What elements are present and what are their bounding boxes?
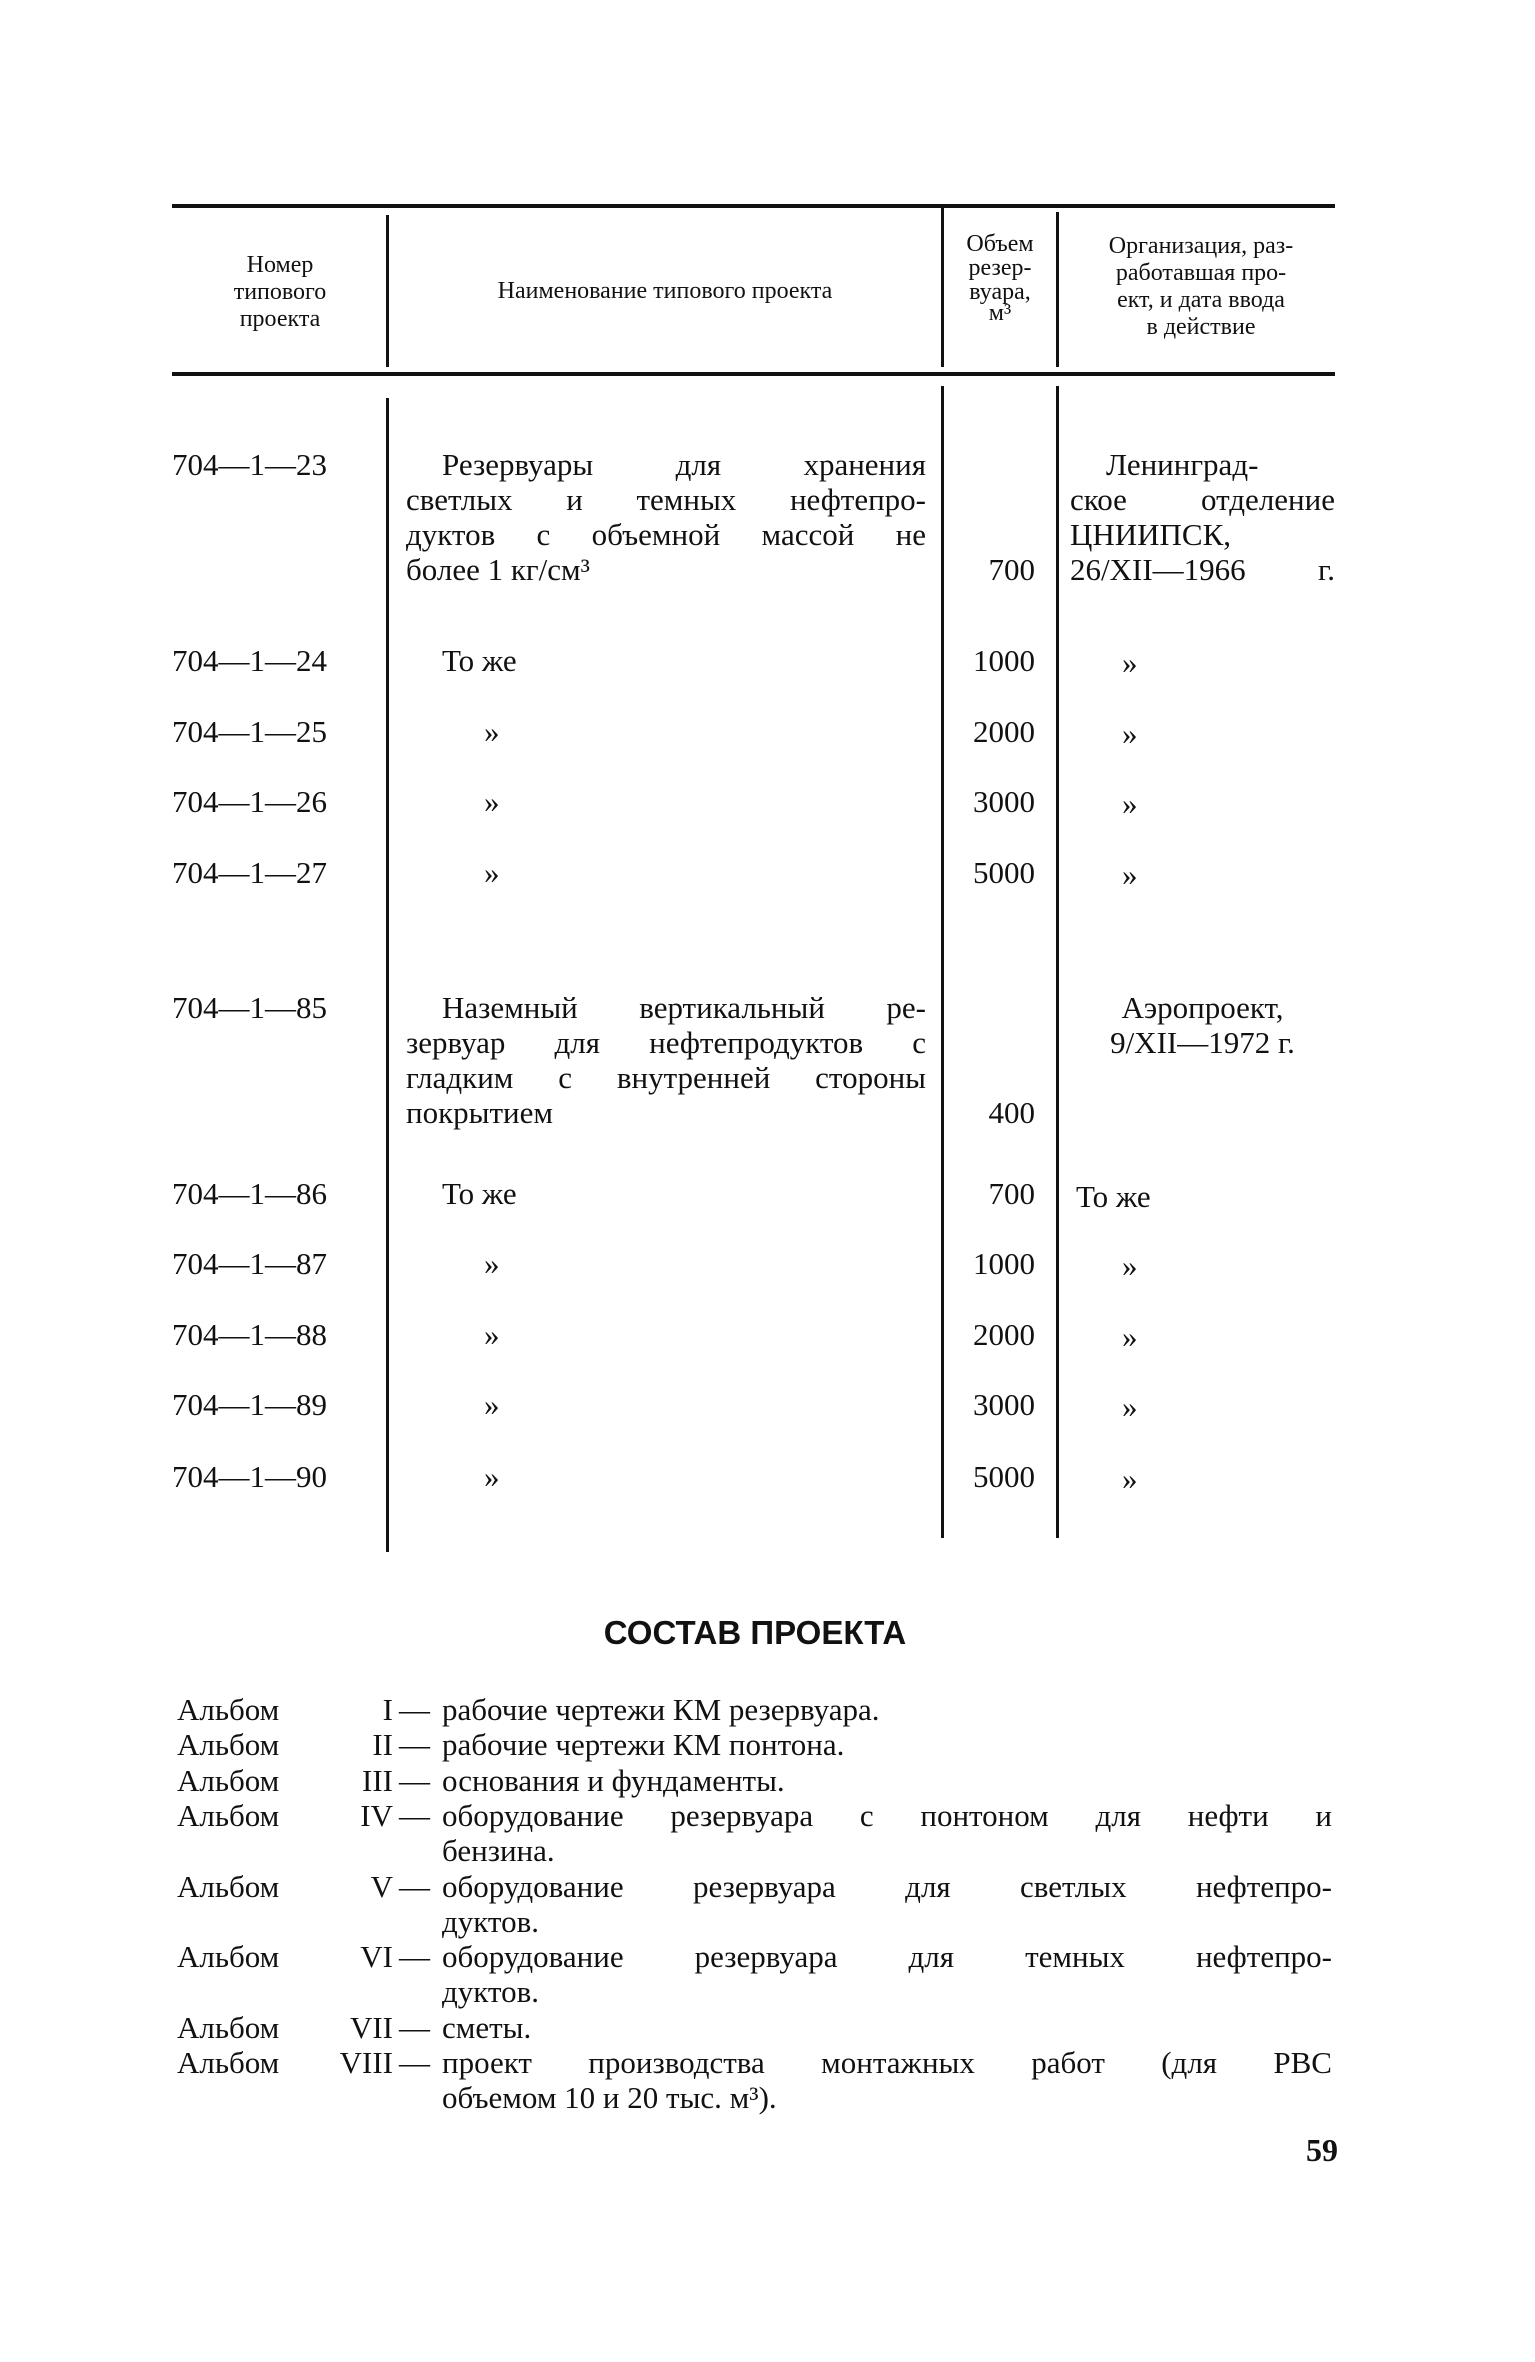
name-line: покрытием [406,1095,553,1130]
album-numeral: II [372,1727,393,1763]
album-numeral: I [382,1692,393,1727]
header-line: в действие [1146,314,1256,340]
organization: » [1122,645,1138,680]
album-word: Альбом [177,1762,280,1798]
table-top-rule [172,204,1335,208]
header-column-divider [1056,212,1059,367]
album-word: Альбом [177,1797,280,1833]
organization: То же [1076,1179,1151,1214]
project-name: » [484,714,500,749]
organization [1070,990,1335,1060]
name-line: дуктов с объемной массой не [406,517,926,552]
album-numeral: III [362,1762,393,1798]
album-numeral: VII [349,2009,393,2045]
org-line: ЦНИИПСК, [1070,517,1232,552]
project-number: 704—1—89 [172,1387,327,1422]
album-description-line: оборудование резервуара с понтоном для нефти и [442,1797,1332,1833]
header-number [180,252,380,333]
project-number: 704—1—27 [172,855,327,890]
organization: » [1122,1319,1138,1354]
project-number: 704—1—85 [172,990,327,1025]
album-description [442,1798,1332,1868]
album-word: Альбом [177,2009,280,2045]
org-line: Ленинград- [1106,447,1259,482]
header-line: Организация, раз- [1108,233,1294,259]
album-description-line: оборудование резервуара для темных нефтепро- [442,1939,1332,1975]
album-dash: — [399,2009,430,2045]
volume: 3000 [973,784,1035,819]
project-name: То же [442,1176,517,1211]
album-description [442,1869,1332,1939]
name-line: более 1 кг/см³ [406,552,590,587]
album-dash: — [399,1762,430,1798]
album-description [442,2045,1332,2115]
org-line: 26/XII—1966 г. [1070,552,1335,587]
project-name: То же [442,643,517,678]
album-dash: — [399,1727,430,1763]
album-description-line: рабочие чертежи КМ понтона. [442,1727,845,1763]
project-name: » [484,1317,500,1352]
volume: 700 [988,552,1035,587]
album-description-line: дуктов. [442,1903,539,1939]
body-column-divider [941,386,944,1538]
volume: 700 [988,1176,1035,1211]
header-line: вуара, [969,279,1031,305]
page-number: 59 [1306,2132,1338,2168]
project-name [406,447,926,587]
volume: 1000 [973,1246,1035,1281]
volume: 1000 [973,643,1035,678]
header-name: Наименование типового проекта [497,278,833,304]
project-number: 704—1—90 [172,1459,327,1494]
album-description [442,2010,1332,2045]
name-line: Наземный вертикальный ре- [442,990,926,1025]
organization [1070,447,1335,587]
name-line: гладким с внутренней стороны [406,1060,926,1095]
org-line: ское отделение [1070,482,1335,517]
organization: » [1122,716,1138,751]
organization: » [1122,1248,1138,1283]
album-dash: — [399,1797,430,1833]
album-numeral: V [370,1868,393,1904]
album-word: Альбом [177,1692,280,1727]
album-numeral: VIII [339,2045,393,2080]
album-word: Альбом [177,2045,280,2080]
album-description [442,1763,1332,1798]
album-description [442,1692,1332,1727]
album-word: Альбом [177,1727,280,1763]
album-description [442,1939,1332,2009]
header-line: работавшая про- [1115,260,1287,286]
volume: 5000 [973,855,1035,890]
project-number: 704—1—87 [172,1246,327,1281]
project-number: 704—1—23 [172,447,327,482]
project-number: 704—1—25 [172,714,327,749]
album-numeral: IV [360,1797,393,1833]
album-dash: — [399,2045,430,2080]
album-word: Альбом [177,1868,280,1904]
album-description-line: объемом 10 и 20 тыс. м³). [442,2080,777,2115]
header-line: резер- [968,255,1032,281]
header-column-divider [386,215,389,367]
project-name [406,990,926,1130]
album-description-line: проект производства монтажных работ (для РВС [442,2045,1332,2080]
project-name: » [484,784,500,819]
body-column-divider [1056,386,1059,1538]
album-dash: — [399,1939,430,1975]
album-numeral: VI [360,1939,393,1975]
section-title: СОСТАВ ПРОЕКТА [603,1614,907,1651]
header-line: Номер [246,252,314,278]
album-description-line: сметы. [442,2009,532,2045]
album-description-line: основания и фундаменты. [442,1762,785,1798]
name-line: Резервуары для хранения [442,447,926,482]
album-description-line: дуктов. [442,1974,539,2010]
header-line: типового [233,279,327,305]
album-word: Альбом [177,1939,280,1975]
volume: 3000 [973,1387,1035,1422]
album-description [442,1727,1332,1762]
volume: 400 [988,1095,1035,1130]
project-name: » [484,1387,500,1422]
project-name: » [484,1459,500,1494]
project-number: 704—1—88 [172,1317,327,1352]
album-description-line: оборудование резервуара для светлых нефтепро- [442,1868,1332,1904]
header-line: Объем [966,231,1034,257]
header-org [1066,233,1336,341]
album-description-line: бензина. [442,1832,555,1868]
organization: » [1122,1389,1138,1424]
header-line: проекта [239,306,321,332]
header-line: ект, и дата ввода [1117,287,1285,313]
album-dash: — [399,1692,430,1727]
organization: » [1122,1461,1138,1496]
project-name: » [484,855,500,890]
project-number: 704—1—26 [172,784,327,819]
volume: 2000 [973,714,1035,749]
project-number: 704—1—86 [172,1176,327,1211]
project-number: 704—1—24 [172,643,327,678]
name-line: светлых и темных нефтепро- [406,482,926,517]
org-line: 9/XII—1972 г. [1110,1025,1295,1060]
volume: 2000 [973,1317,1035,1352]
album-description-line: рабочие чертежи КМ резервуара. [442,1692,880,1727]
organization: » [1122,786,1138,821]
header-line: м³ [988,300,1012,326]
body-column-divider [386,398,389,1552]
organization: » [1122,857,1138,892]
table-header-rule [172,372,1335,376]
header-volume [944,231,1056,326]
volume: 5000 [973,1459,1035,1494]
org-line: Аэропроект, [1121,990,1284,1025]
project-name: » [484,1246,500,1281]
album-dash: — [399,1868,430,1904]
name-line: зервуар для нефтепродуктов с [406,1025,926,1060]
